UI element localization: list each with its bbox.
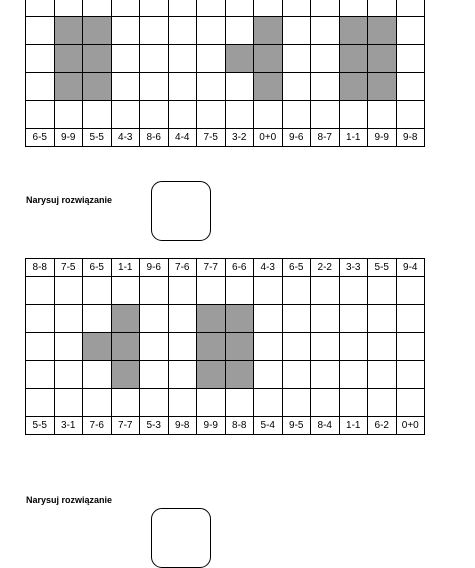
grid-row [26, 0, 425, 17]
equation-cell: 9-6 [282, 129, 311, 147]
empty-cell[interactable] [282, 45, 311, 73]
equation-cell: 5-3 [140, 417, 169, 435]
empty-cell[interactable] [197, 0, 226, 17]
empty-cell[interactable] [254, 277, 283, 305]
empty-cell[interactable] [396, 389, 425, 417]
grid-row [26, 389, 425, 417]
empty-cell[interactable] [140, 389, 169, 417]
empty-cell[interactable] [282, 333, 311, 361]
filled-cell[interactable] [54, 17, 83, 45]
filled-cell[interactable] [368, 73, 397, 101]
empty-cell[interactable] [83, 389, 112, 417]
empty-cell[interactable] [396, 0, 425, 17]
filled-cell[interactable] [339, 73, 368, 101]
empty-cell[interactable] [168, 73, 197, 101]
grid-top-body [26, 0, 425, 147]
empty-cell[interactable] [396, 101, 425, 129]
empty-cell[interactable] [396, 73, 425, 101]
equation-cell: 8-7 [311, 129, 340, 147]
equation-cell: 9-8 [168, 417, 197, 435]
equation-cell: 1-1 [339, 129, 368, 147]
empty-cell[interactable] [396, 333, 425, 361]
empty-cell[interactable] [168, 305, 197, 333]
empty-cell[interactable] [368, 277, 397, 305]
empty-cell[interactable] [311, 0, 340, 17]
equation-cell: 8-8 [225, 417, 254, 435]
empty-cell[interactable] [282, 0, 311, 17]
draw-solution-prompt-top: Narysuj rozwiązanie [26, 195, 113, 205]
empty-cell[interactable] [54, 333, 83, 361]
equation-cell: 3-1 [54, 417, 83, 435]
empty-cell[interactable] [140, 0, 169, 17]
empty-cell[interactable] [311, 333, 340, 361]
puzzle-grid-bottom [25, 258, 425, 435]
empty-cell[interactable] [282, 17, 311, 45]
filled-cell[interactable] [225, 45, 254, 73]
filled-cell[interactable] [254, 17, 283, 45]
empty-cell[interactable] [168, 101, 197, 129]
empty-cell[interactable] [26, 0, 55, 17]
puzzle-grid-top [25, 0, 425, 147]
equation-cell: 7-5 [54, 259, 83, 277]
empty-cell[interactable] [54, 389, 83, 417]
empty-cell[interactable] [83, 101, 112, 129]
grid-row [26, 45, 425, 73]
equation-cell: 6-2 [368, 417, 397, 435]
empty-cell[interactable] [368, 0, 397, 17]
label-row-top [26, 259, 425, 277]
empty-cell[interactable] [26, 45, 55, 73]
empty-cell[interactable] [311, 277, 340, 305]
empty-cell[interactable] [339, 333, 368, 361]
empty-cell[interactable] [140, 17, 169, 45]
equation-cell: 9-6 [140, 259, 169, 277]
equation-cell: 6-5 [282, 259, 311, 277]
empty-cell[interactable] [339, 0, 368, 17]
empty-cell[interactable] [225, 389, 254, 417]
empty-cell[interactable] [168, 0, 197, 17]
empty-cell[interactable] [111, 17, 140, 45]
grid-row [26, 333, 425, 361]
grid-row [26, 73, 425, 101]
empty-cell[interactable] [254, 0, 283, 17]
equation-cell: 1-1 [339, 417, 368, 435]
empty-cell[interactable] [26, 17, 55, 45]
grid-row [26, 361, 425, 389]
empty-cell[interactable] [282, 277, 311, 305]
empty-cell[interactable] [368, 361, 397, 389]
equation-cell: 7-7 [197, 259, 226, 277]
equation-cell: 9-9 [197, 417, 226, 435]
filled-cell[interactable] [368, 17, 397, 45]
empty-cell[interactable] [140, 361, 169, 389]
filled-cell[interactable] [83, 45, 112, 73]
equation-cell: 4-3 [111, 129, 140, 147]
equation-cell: 8-6 [140, 129, 169, 147]
empty-cell[interactable] [254, 305, 283, 333]
empty-cell[interactable] [311, 17, 340, 45]
empty-cell[interactable] [225, 17, 254, 45]
equation-cell: 6-5 [26, 129, 55, 147]
empty-cell[interactable] [396, 305, 425, 333]
filled-cell[interactable] [197, 305, 226, 333]
empty-cell[interactable] [83, 0, 112, 17]
empty-cell[interactable] [396, 277, 425, 305]
empty-cell[interactable] [83, 305, 112, 333]
empty-cell[interactable] [339, 277, 368, 305]
empty-cell[interactable] [111, 101, 140, 129]
filled-cell[interactable] [54, 45, 83, 73]
label-row-bottom [26, 129, 425, 147]
empty-cell[interactable] [197, 45, 226, 73]
empty-cell[interactable] [111, 73, 140, 101]
empty-cell[interactable] [168, 389, 197, 417]
empty-cell[interactable] [111, 277, 140, 305]
equation-cell: 7-7 [111, 417, 140, 435]
empty-cell[interactable] [254, 361, 283, 389]
filled-cell[interactable] [197, 333, 226, 361]
equation-cell: 5-5 [83, 129, 112, 147]
empty-cell[interactable] [197, 17, 226, 45]
filled-cell[interactable] [111, 333, 140, 361]
filled-cell[interactable] [339, 45, 368, 73]
empty-cell[interactable] [197, 73, 226, 101]
filled-cell[interactable] [254, 45, 283, 73]
empty-cell[interactable] [254, 333, 283, 361]
filled-cell[interactable] [254, 73, 283, 101]
empty-cell[interactable] [225, 277, 254, 305]
empty-cell[interactable] [396, 361, 425, 389]
empty-cell[interactable] [111, 45, 140, 73]
equation-cell: 9-8 [396, 129, 425, 147]
empty-cell[interactable] [197, 277, 226, 305]
label-row-bottom [26, 417, 425, 435]
empty-cell[interactable] [311, 305, 340, 333]
equation-cell: 4-4 [168, 129, 197, 147]
empty-cell[interactable] [282, 101, 311, 129]
filled-cell[interactable] [111, 305, 140, 333]
empty-cell[interactable] [26, 73, 55, 101]
filled-cell[interactable] [83, 17, 112, 45]
empty-cell[interactable] [282, 389, 311, 417]
equation-cell: 1-1 [111, 259, 140, 277]
equation-cell: 5-5 [368, 259, 397, 277]
draw-solution-prompt-bottom: Narysuj rozwiązanie [26, 495, 113, 505]
filled-cell[interactable] [197, 361, 226, 389]
grid-bottom-body [26, 259, 425, 435]
empty-cell[interactable] [168, 333, 197, 361]
empty-cell[interactable] [140, 333, 169, 361]
empty-cell[interactable] [396, 17, 425, 45]
equation-cell: 0+0 [396, 417, 425, 435]
equation-cell: 0+0 [254, 129, 283, 147]
equation-cell: 9-4 [396, 259, 425, 277]
empty-cell[interactable] [111, 389, 140, 417]
empty-cell[interactable] [254, 101, 283, 129]
empty-cell[interactable] [225, 73, 254, 101]
empty-cell[interactable] [83, 361, 112, 389]
equation-cell: 5-5 [26, 417, 55, 435]
filled-cell[interactable] [54, 73, 83, 101]
equation-cell: 6-5 [83, 259, 112, 277]
filled-cell[interactable] [83, 73, 112, 101]
empty-cell[interactable] [140, 277, 169, 305]
empty-cell[interactable] [311, 73, 340, 101]
equation-cell: 9-9 [368, 129, 397, 147]
empty-cell[interactable] [311, 101, 340, 129]
empty-cell[interactable] [396, 45, 425, 73]
empty-cell[interactable] [368, 101, 397, 129]
empty-cell[interactable] [311, 389, 340, 417]
grid-row [26, 305, 425, 333]
empty-cell[interactable] [339, 101, 368, 129]
empty-cell[interactable] [197, 101, 226, 129]
empty-cell[interactable] [168, 17, 197, 45]
equation-cell: 7-6 [168, 259, 197, 277]
empty-cell[interactable] [311, 45, 340, 73]
answer-box-bottom[interactable] [151, 508, 211, 568]
empty-cell[interactable] [26, 305, 55, 333]
empty-cell[interactable] [83, 277, 112, 305]
empty-cell[interactable] [339, 389, 368, 417]
empty-cell[interactable] [26, 277, 55, 305]
empty-cell[interactable] [168, 45, 197, 73]
empty-cell[interactable] [54, 361, 83, 389]
empty-cell[interactable] [368, 305, 397, 333]
equation-cell: 7-6 [83, 417, 112, 435]
equation-cell: 9-5 [282, 417, 311, 435]
equation-cell: 3-3 [339, 259, 368, 277]
filled-cell[interactable] [225, 305, 254, 333]
grid-row [26, 101, 425, 129]
filled-cell[interactable] [225, 333, 254, 361]
equation-cell: 4-3 [254, 259, 283, 277]
empty-cell[interactable] [168, 361, 197, 389]
equation-cell: 2-2 [311, 259, 340, 277]
equation-cell: 3-2 [225, 129, 254, 147]
equation-cell: 9-9 [54, 129, 83, 147]
answer-box-top[interactable] [151, 181, 211, 241]
empty-cell[interactable] [26, 389, 55, 417]
empty-cell[interactable] [54, 305, 83, 333]
filled-cell[interactable] [368, 45, 397, 73]
empty-cell[interactable] [225, 101, 254, 129]
empty-cell[interactable] [225, 0, 254, 17]
empty-cell[interactable] [111, 0, 140, 17]
empty-cell[interactable] [254, 389, 283, 417]
grid-row [26, 17, 425, 45]
filled-cell[interactable] [83, 333, 112, 361]
equation-cell: 8-4 [311, 417, 340, 435]
empty-cell[interactable] [54, 0, 83, 17]
empty-cell[interactable] [26, 361, 55, 389]
empty-cell[interactable] [282, 361, 311, 389]
empty-cell[interactable] [54, 277, 83, 305]
equation-cell: 7-5 [197, 129, 226, 147]
empty-cell[interactable] [168, 277, 197, 305]
empty-cell[interactable] [140, 305, 169, 333]
equation-cell: 8-8 [26, 259, 55, 277]
empty-cell[interactable] [54, 101, 83, 129]
empty-cell[interactable] [282, 305, 311, 333]
equation-cell: 6-6 [225, 259, 254, 277]
grid-row [26, 277, 425, 305]
empty-cell[interactable] [140, 73, 169, 101]
empty-cell[interactable] [339, 361, 368, 389]
empty-cell[interactable] [368, 389, 397, 417]
empty-cell[interactable] [282, 73, 311, 101]
empty-cell[interactable] [368, 333, 397, 361]
empty-cell[interactable] [26, 101, 55, 129]
empty-cell[interactable] [311, 361, 340, 389]
empty-cell[interactable] [339, 305, 368, 333]
empty-cell[interactable] [140, 101, 169, 129]
filled-cell[interactable] [111, 361, 140, 389]
filled-cell[interactable] [339, 17, 368, 45]
empty-cell[interactable] [140, 45, 169, 73]
empty-cell[interactable] [197, 389, 226, 417]
filled-cell[interactable] [225, 361, 254, 389]
empty-cell[interactable] [26, 333, 55, 361]
equation-cell: 5-4 [254, 417, 283, 435]
